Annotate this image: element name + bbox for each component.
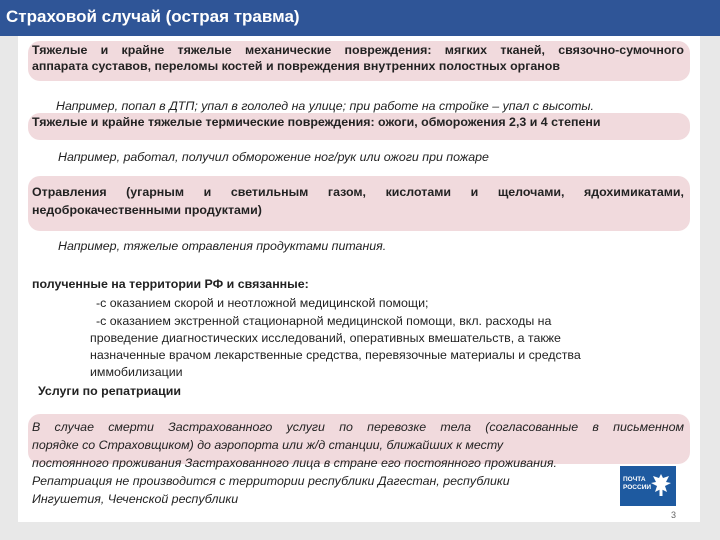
poisoning-line-1: Отравления (угарным и светильным газом, кислотами и щелочами, ядохимикатами,: [32, 185, 684, 199]
logo-line-1: ПОЧТА: [623, 476, 646, 483]
poisoning-line-2: недоброкачественными продуктами): [32, 203, 262, 217]
mech-injury-line-1: Тяжелые и крайне тяжелые механические повреждения: мягких тканей, связочно-сумочного: [32, 43, 684, 57]
page-title: Страховой случай (острая травма): [6, 7, 300, 26]
title-bar: [0, 0, 720, 36]
repatriation-line-2: порядке со Страховщиком) до аэропорта или ж/д станции, ближайших к месту: [32, 438, 504, 452]
repatriation-line-4: Репатриация не производится с территории республики Дагестан, республики: [32, 474, 510, 488]
slide-content: [18, 36, 700, 522]
services-item-2-line-1: -с оказанием экстренной стационарной медицинской помощи, вкл. расходы на: [96, 314, 552, 328]
repatriation-title: Услуги по репатриации: [38, 384, 181, 398]
thermal-injury-example: Например, работал, получил обморожение ног/рук или ожоги при пожаре: [58, 150, 489, 164]
page-number: 3: [671, 510, 677, 520]
services-item-2-line-3: назначенные врачом лекарственные средства, перевязочные материалы и средства: [90, 348, 581, 362]
thermal-injury-text: Тяжелые и крайне тяжелые термические повреждения: ожоги, обморожения 2,3 и 4 степени: [32, 115, 601, 129]
repatriation-line-3: постоянного проживания Застрахованного лица в стране его постоянного проживания.: [32, 456, 557, 470]
russian-post-logo: [620, 466, 676, 506]
repatriation-line-5: Ингушетия, Чеченской республики: [32, 492, 239, 506]
services-item-2-line-2: проведение диагностических исследований, оперативных вмешательств, а также: [90, 331, 561, 345]
logo-line-2: РОССИИ: [623, 484, 652, 491]
services-item-1: -с оказанием скорой и неотложной медицинской помощи;: [96, 296, 429, 310]
poisoning-example: Например, тяжелые отравления продуктами питания.: [58, 239, 387, 253]
mech-injury-line-2: аппарата суставов, переломы костей и повреждения внутренних полостных органов: [32, 59, 560, 73]
mech-injury-example: Например, попал в ДТП; упал в гололед на улице; при работе на стройке – упал с высоты.: [56, 99, 594, 113]
services-intro: полученные на территории РФ и связанные:: [32, 277, 309, 291]
services-item-2-line-4: иммобилизации: [90, 365, 183, 379]
repatriation-line-1: В случае смерти Застрахованного услуги по перевозке тела (согласованные в письменном: [32, 420, 684, 434]
eagle-icon: [650, 472, 672, 498]
